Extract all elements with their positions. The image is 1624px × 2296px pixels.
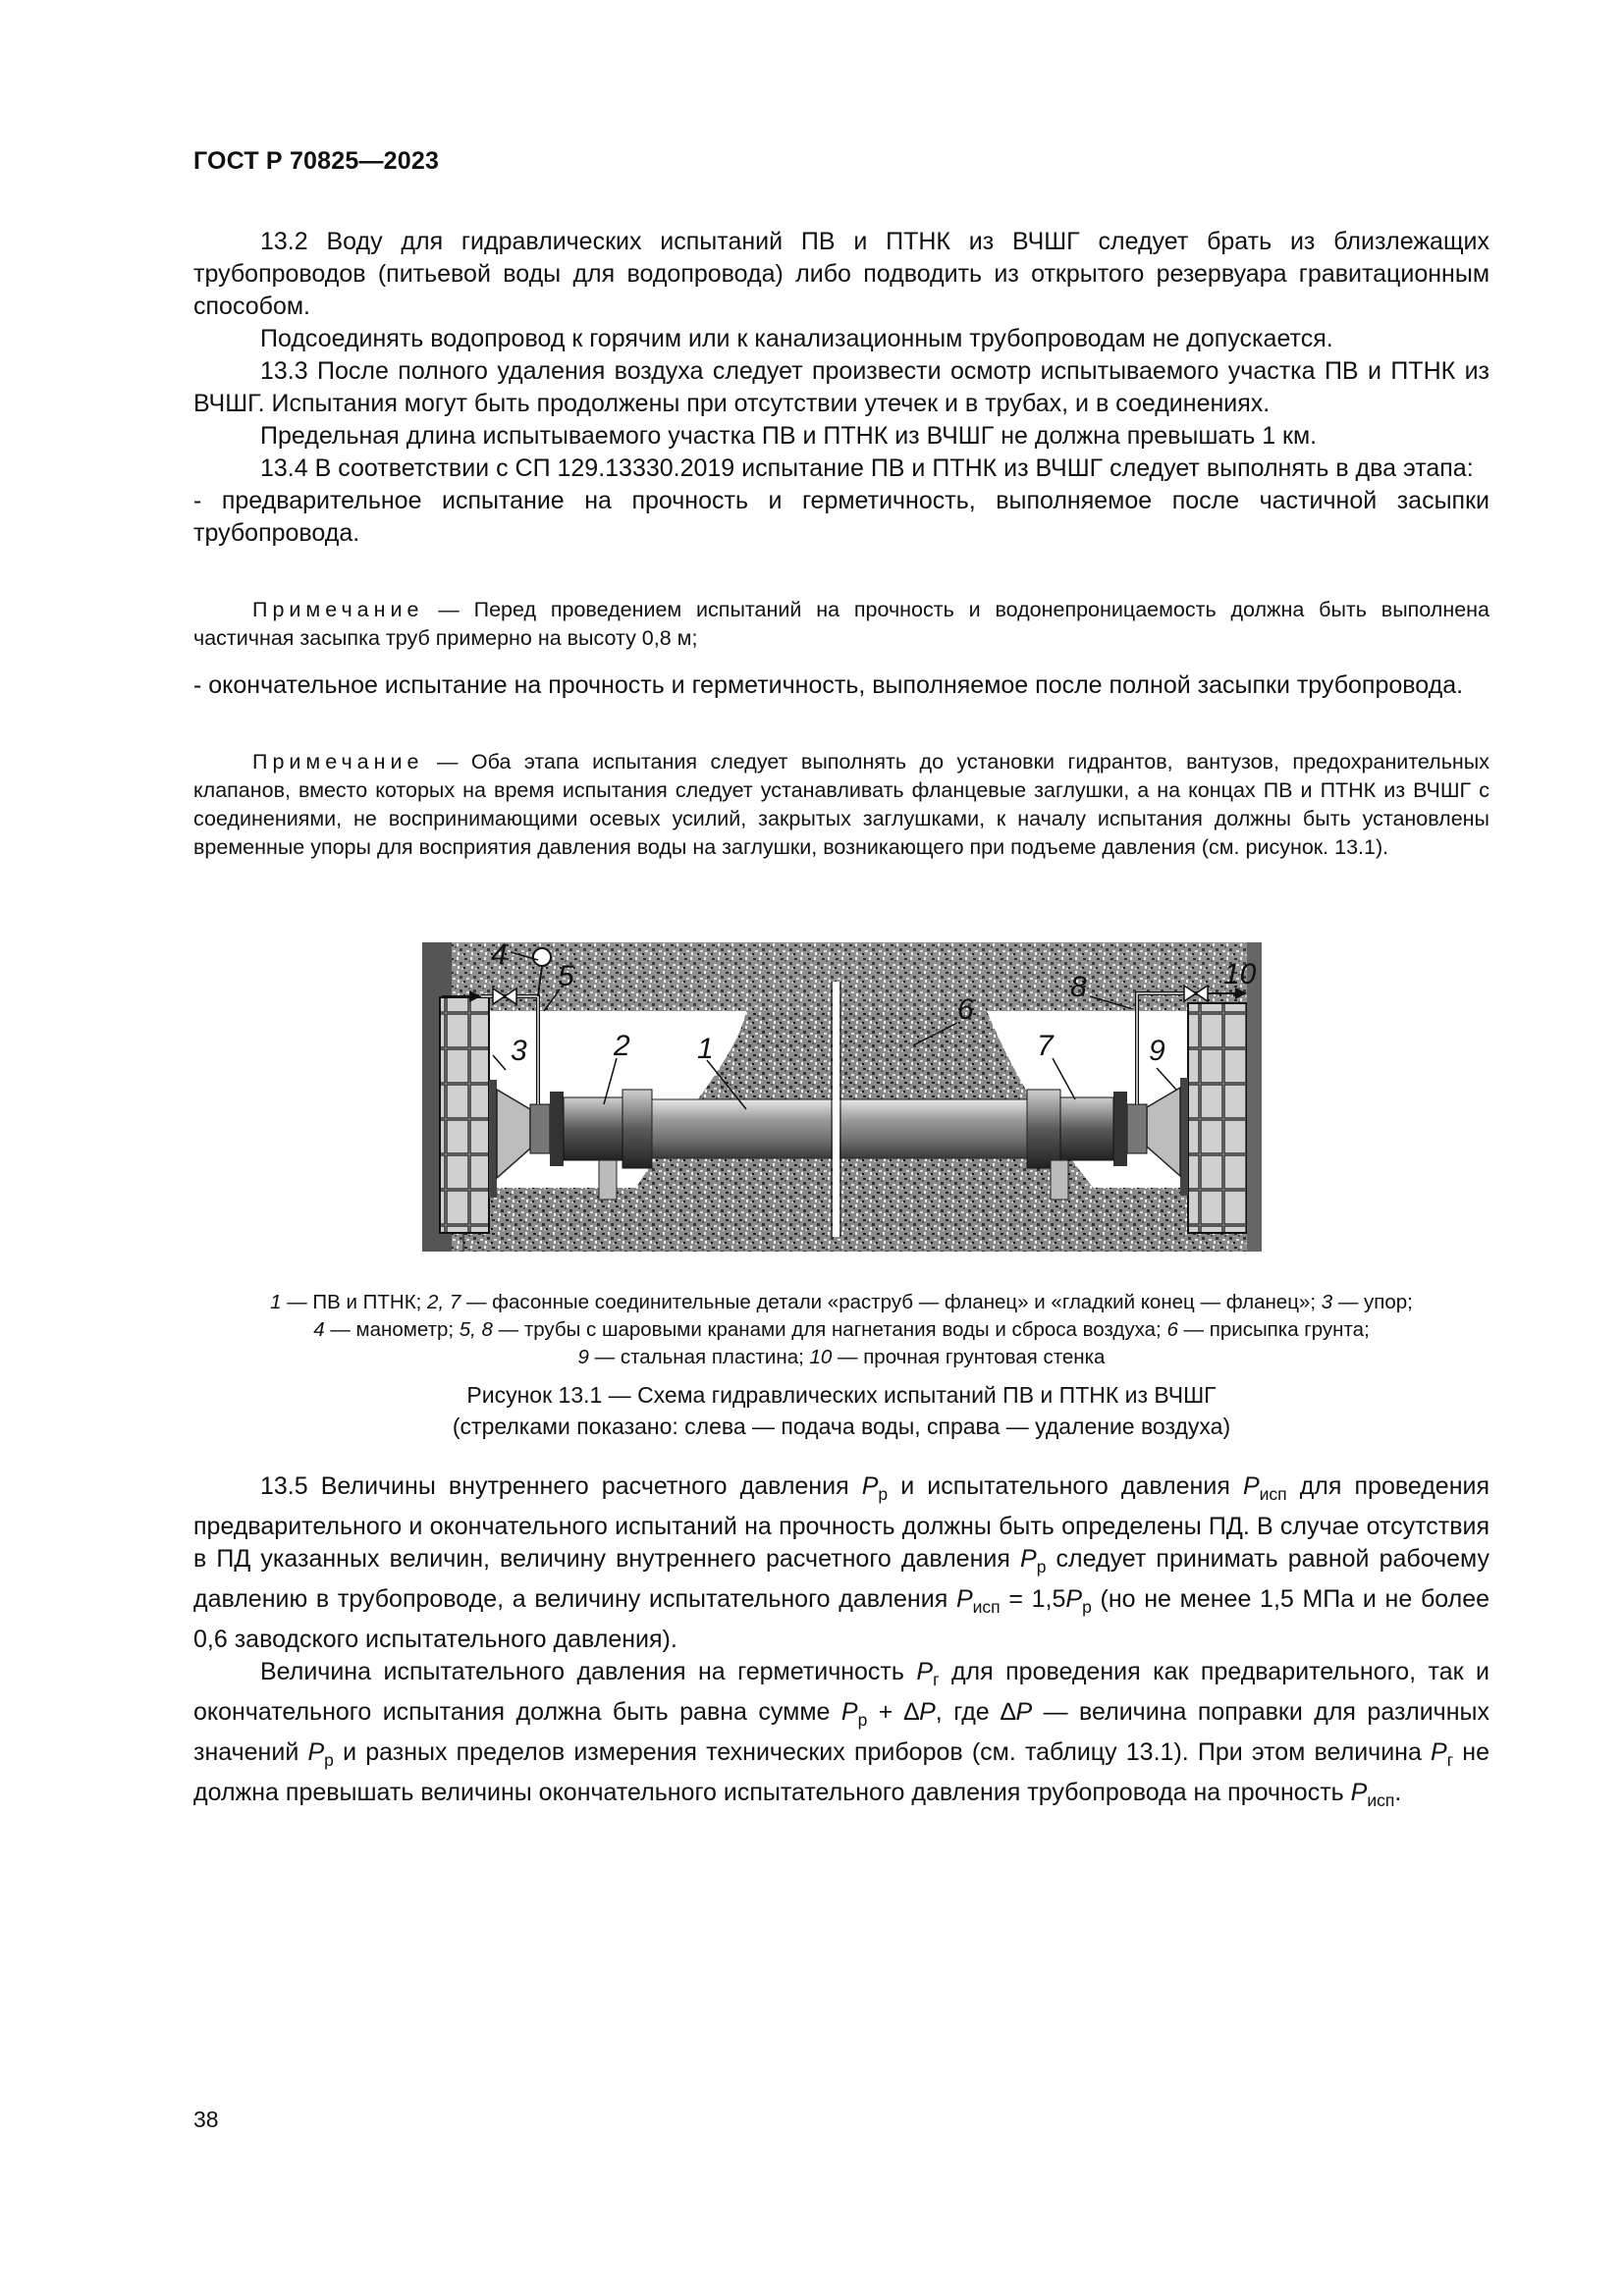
paragraph-length: Предельная длина испытываемого участка ПВ и ПТНК из ВЧШГ не должна превышать 1 км. <box>260 422 1318 450</box>
paragraph-13-3: 13.3 После полного удаления воздуха следует произвести осмотр испытываемого участка ПВ и ПТНК из ВЧШГ. Испытания могут быть продолжены при отсутствии утечек и в трубах, и в соединениях. <box>193 357 1489 417</box>
paragraph-13-4: 13.4 В соответствии с СП 129.13330.2019 испытание ПВ и ПТНК из ВЧШГ следует выполнять в два этапа: <box>260 454 1474 482</box>
page-number: 38 <box>193 2107 219 2132</box>
paragraph-13-5: 13.5 Величины внутреннего расчетного давления $P_р$ и испытательного давления $P_{исп}$ для проведения предварительного и окончательного испытаний на прочность должны быть определены ПД. В случае отсутствия в ПД указанных величин, величину внутреннего расчетного давления $P_р$ следует принимать равной рабочему давлению в трубопроводе, а величину испытательного давления $P_{исп} = 1,5P_р$ (но не менее 1,5 МПа и не более 0,6 заводского испытательного давления). <box>193 1472 1490 1653</box>
figure-label-9: 9 <box>1149 1035 1165 1067</box>
text-block-final <box>193 669 1489 702</box>
figure-label-6: 6 <box>957 993 974 1026</box>
paragraph-connect: Подсоединять водопровод к горячим или к канализационным трубопроводам не допускается. <box>260 325 1333 352</box>
figure-caption <box>193 1379 1489 1442</box>
figure-label-4: 4 <box>491 942 508 971</box>
note-label: Примечание <box>252 598 424 621</box>
paragraph-13-2: 13.2 Воду для гидравлических испытаний ПВ и ПТНК из ВЧШГ следует брать из близлежащих трубопроводов (питьевой воды для водопровода) либо подводить из открытого резервуара гравитационным способом. <box>193 228 1489 320</box>
note-label: Примечание <box>252 750 424 774</box>
caption-subtitle: (стрелками показано: слева — подача воды, справа — удаление воздуха) <box>452 1414 1231 1439</box>
document-header: ГОСТ Р 70825—2023 <box>193 147 440 175</box>
figure-label-1: 1 <box>697 1033 714 1065</box>
text-block-top <box>193 226 1489 550</box>
figure-label-8: 8 <box>1070 971 1087 1003</box>
note-2 <box>193 748 1489 862</box>
paragraph-tightness-pressure: Величина испытательного давления на герметичность $P_г$ для проведения как предварительного, так и окончательного испытания должна быть равна сумме $P_р + \Delta P$, где ∆P — величина поправки для различных значений $P_р$ и разных пределов измерения технических приборов (см. таблицу 13.1). При этом величина $P_г$ не должна превышать величины окончательного испытательного давления трубопровода на прочность $P_{исп}$. <box>193 1658 1490 1810</box>
note-text: — Перед проведением испытаний на прочность и водонепроницаемость должна быть выполнена частичная засыпка труб примерно на высоту 0,8 м; <box>193 598 1489 650</box>
paragraph-final: - окончательное испытание на прочность и герметичность, выполняемое после полной засыпки трубопровода. <box>193 671 1464 699</box>
paragraph-prelim: - предварительное испытание на прочность и герметичность, выполняемое после частичной засыпки трубопровода. <box>193 487 1489 547</box>
figure-hydraulic-test-diagram <box>422 942 1262 1252</box>
figure-label-5: 5 <box>558 960 574 992</box>
figure-label-3: 3 <box>511 1035 527 1067</box>
note-1 <box>193 596 1489 653</box>
note-text: — Оба этапа испытания следует выполнять до установки гидрантов, вантузов, предохранительных клапанов, вместо которых на время испытания следует устанавливать фланцевые заглушки, а на концах ПВ и ПТНК из ВЧШГ с соединениями, не воспринимающими осевых усилий, закрытых заглушками, к началу испытания должны быть установлены временные упоры для восприятия давления воды на заглушки, возникающего при подъеме давления (см. рисунок. 13.1). <box>193 750 1489 859</box>
legend-line-2: 4 — манометр; 5, 8 — трубы с шаровыми кранами для нагнетания воды и сброса воздуха; 6 — присыпка грунта; <box>313 1318 1370 1341</box>
figure-label-7: 7 <box>1037 1030 1054 1062</box>
legend-line-3: 9 — стальная пластина; 10 — прочная грунтовая стенка <box>577 1346 1106 1368</box>
text-block-13-5 <box>193 1470 1489 1817</box>
figure-label-10: 10 <box>1223 958 1257 990</box>
figure-label-2: 2 <box>614 1030 630 1062</box>
figure-legend <box>193 1289 1489 1371</box>
legend-line-1: 1 — ПВ и ПТНК; 2, 7 — фасонные соединительные детали «раструб — фланец» и «гладкий конец — фланец»; 3 — упор; <box>270 1291 1413 1313</box>
caption-title: Рисунок 13.1 — Схема гидравлических испытаний ПВ и ПТНК из ВЧШГ <box>466 1382 1217 1408</box>
